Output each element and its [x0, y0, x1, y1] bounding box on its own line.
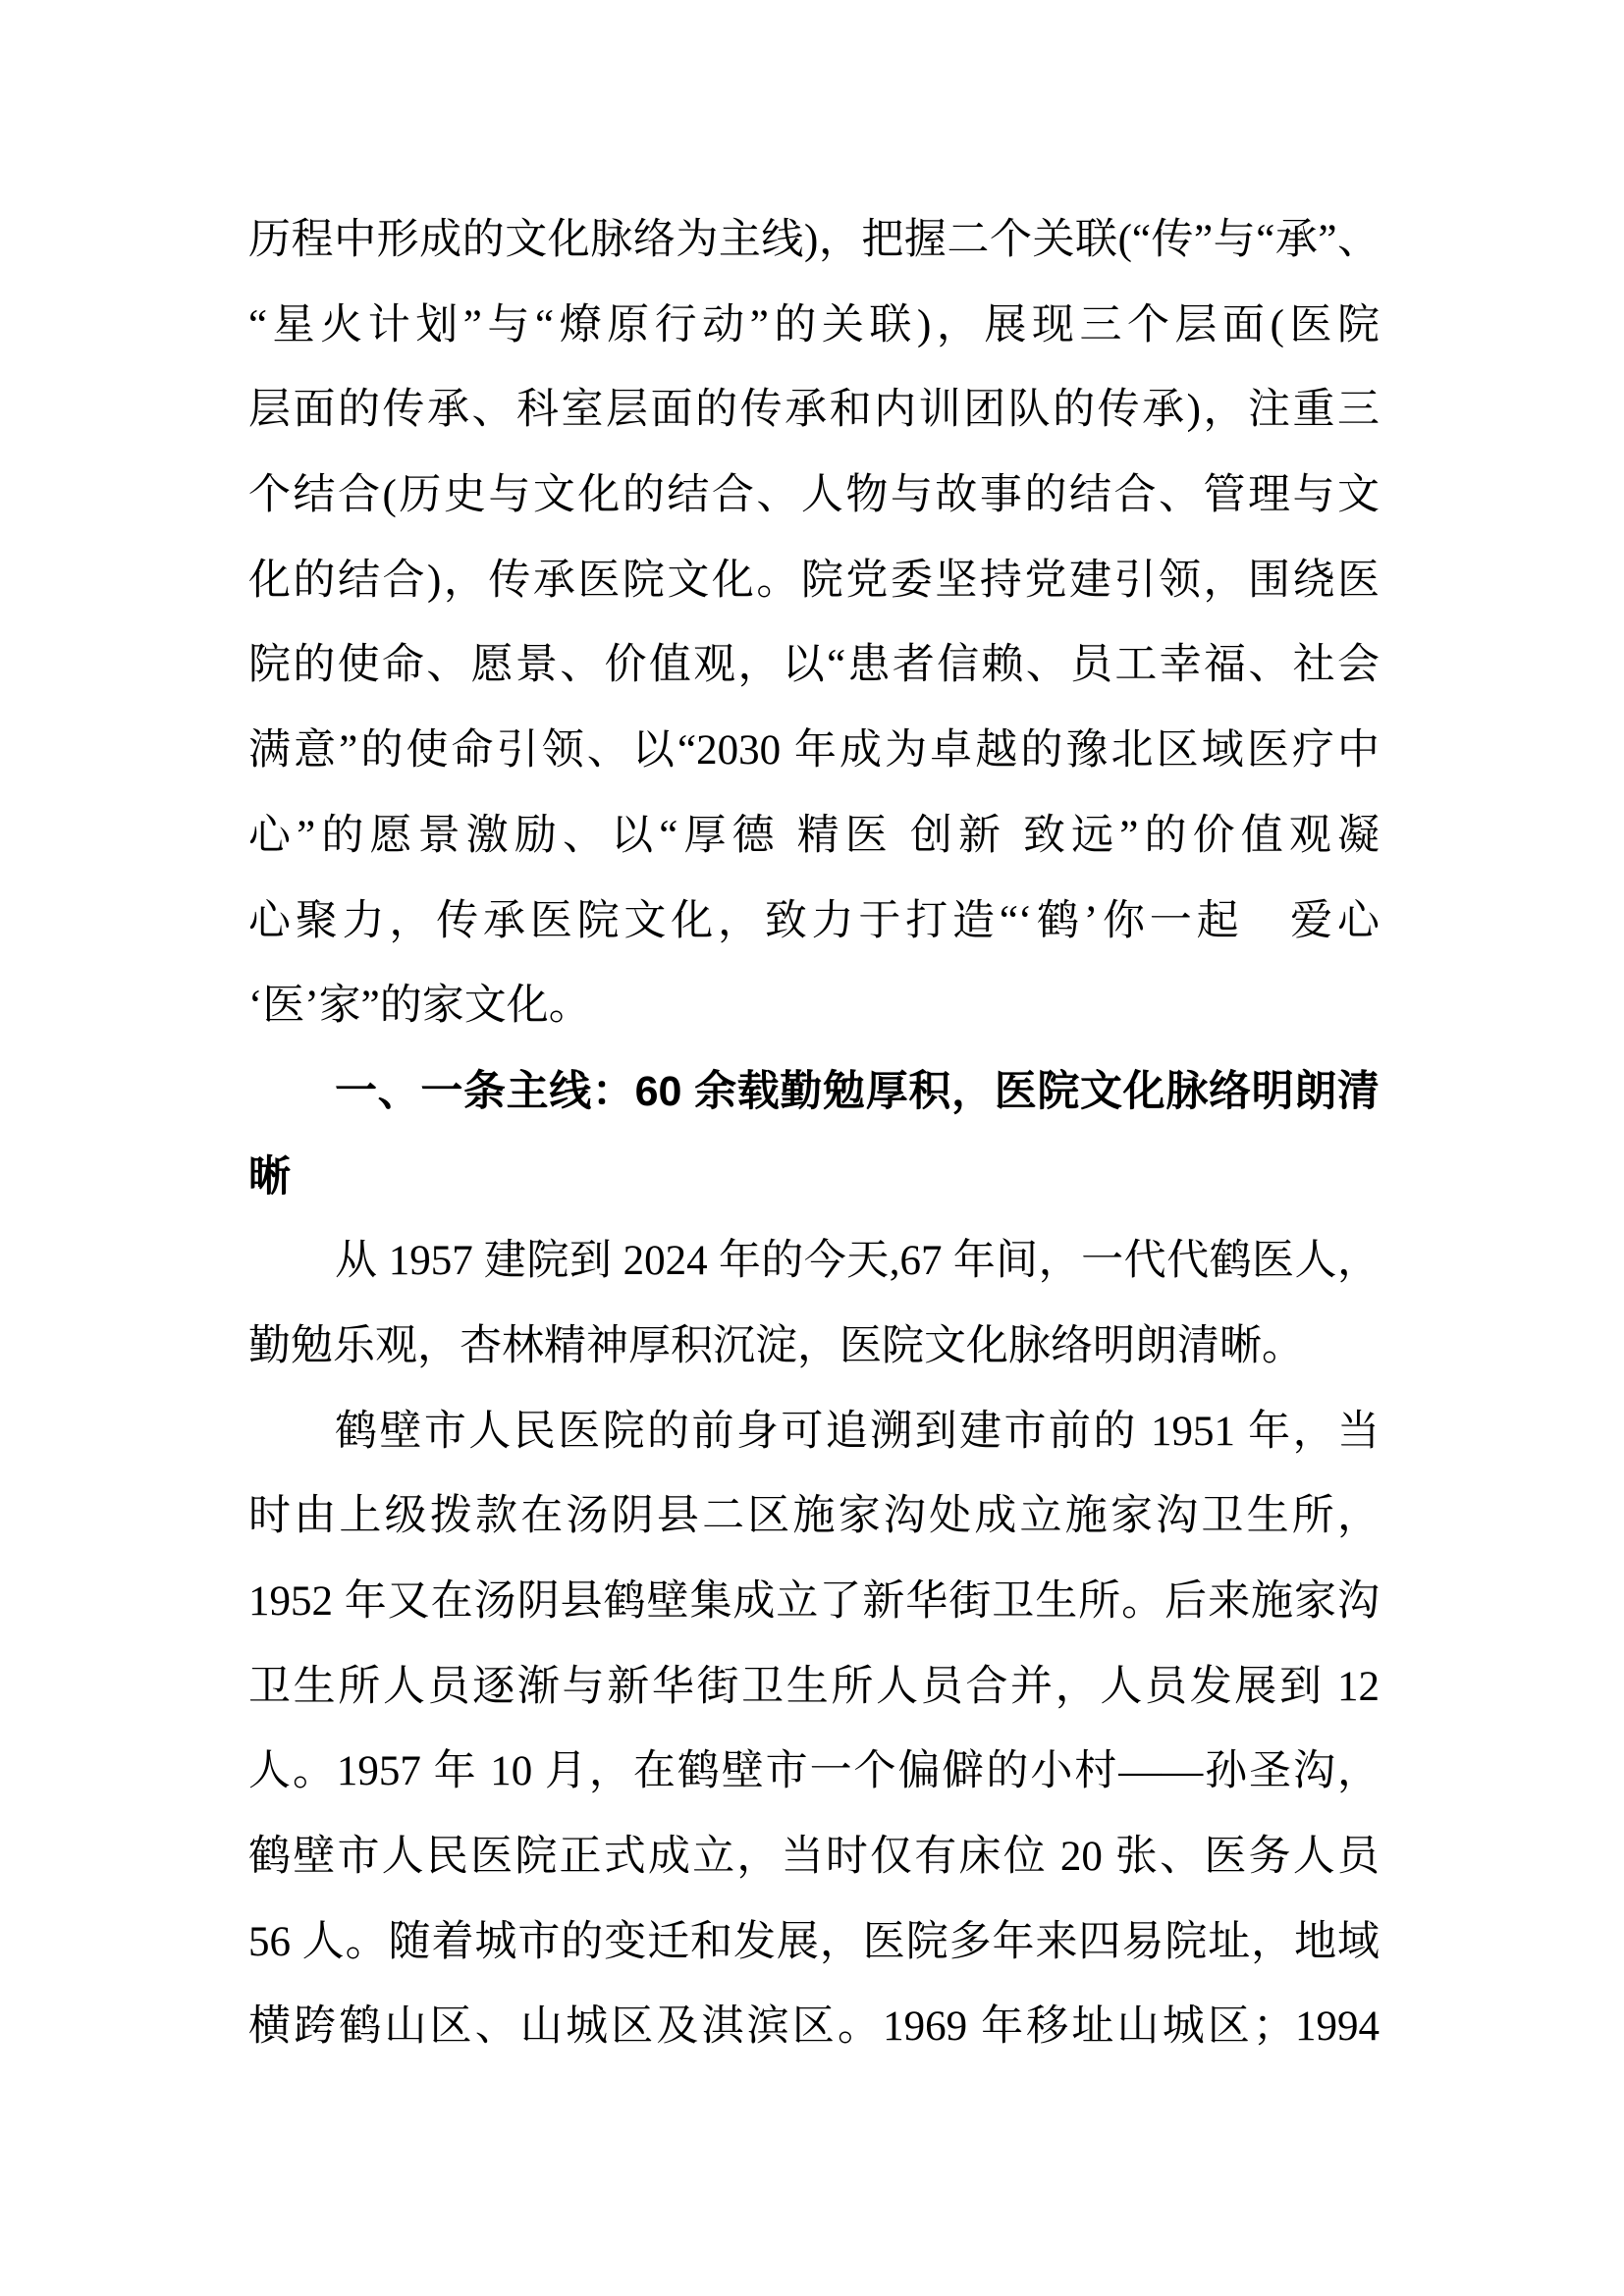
- section-heading-line: 晰: [248, 1152, 291, 1201]
- body-text-line: 化的结合)，传承医院文化。院党委坚持党建引领，围绕医: [248, 557, 1380, 604]
- body-text-line: 历程中形成的文化脉络为主线)，把握二个关联(“传”与“承”、: [248, 217, 1380, 263]
- body-text-line: 时由上级拨款在汤阴县二区施家沟处成立施家沟卫生所，: [248, 1493, 1380, 1540]
- body-text-line: 满意”的使命引领、以“2030 年成为卓越的豫北区域医疗中: [248, 727, 1380, 774]
- body-text-line: 勤勉乐观，杏林精神厚积沉淀，医院文化脉络明朗清晰。: [248, 1322, 1304, 1369]
- body-text-line: ‘医’家”的家文化。: [248, 983, 591, 1030]
- body-text-line: 横跨鹤山区、山城区及淇滨区。1969 年移址山城区；1994: [248, 2003, 1380, 2051]
- body-text-line: 人。1957 年 10 月，在鹤壁市一个偏僻的小村——孙圣沟，: [248, 1748, 1380, 1795]
- text-block: [248, 198, 1380, 2070]
- body-text-line: 鹤壁市人民医院正式成立，当时仅有床位 20 张、医务人员: [248, 1834, 1380, 1881]
- body-text-line: 鹤壁市人民医院的前身可追溯到建市前的 1951 年，当: [335, 1408, 1380, 1455]
- section-heading-line: 一、一条主线：60 余载勤勉厚积，医院文化脉络明朗清: [335, 1067, 1380, 1115]
- body-text-line: 56 人。随着城市的变迁和发展，医院多年来四易院址，地域: [248, 1918, 1380, 1965]
- body-text-line: 层面的传承、科室层面的传承和内训团队的传承)，注重三: [248, 387, 1380, 434]
- body-text-line: 个结合(历史与文化的结合、人物与故事的结合、管理与文: [248, 472, 1380, 519]
- body-text-line: 心”的愿景激励、以“厚德 精医 创新 致远”的价值观凝: [248, 812, 1380, 859]
- body-text-line: 1952 年又在汤阴县鹤壁集成立了新华街卫生所。后来施家沟: [248, 1578, 1380, 1625]
- body-text-line: “星火计划”与“燎原行动”的关联)，展现三个层面(医院: [248, 301, 1380, 348]
- body-text-line: 院的使命、愿景、价值观，以“患者信赖、员工幸福、社会: [248, 642, 1380, 689]
- body-text-line: 卫生所人员逐渐与新华街卫生所人员合并，人员发展到 12: [248, 1663, 1380, 1710]
- body-text-line: 从 1957 建院到 2024 年的今天,67 年间，一代代鹤医人，: [335, 1238, 1380, 1285]
- body-text-line: 心聚力，传承医院文化，致力于打造“‘鹤’你一起 爱心: [248, 897, 1380, 944]
